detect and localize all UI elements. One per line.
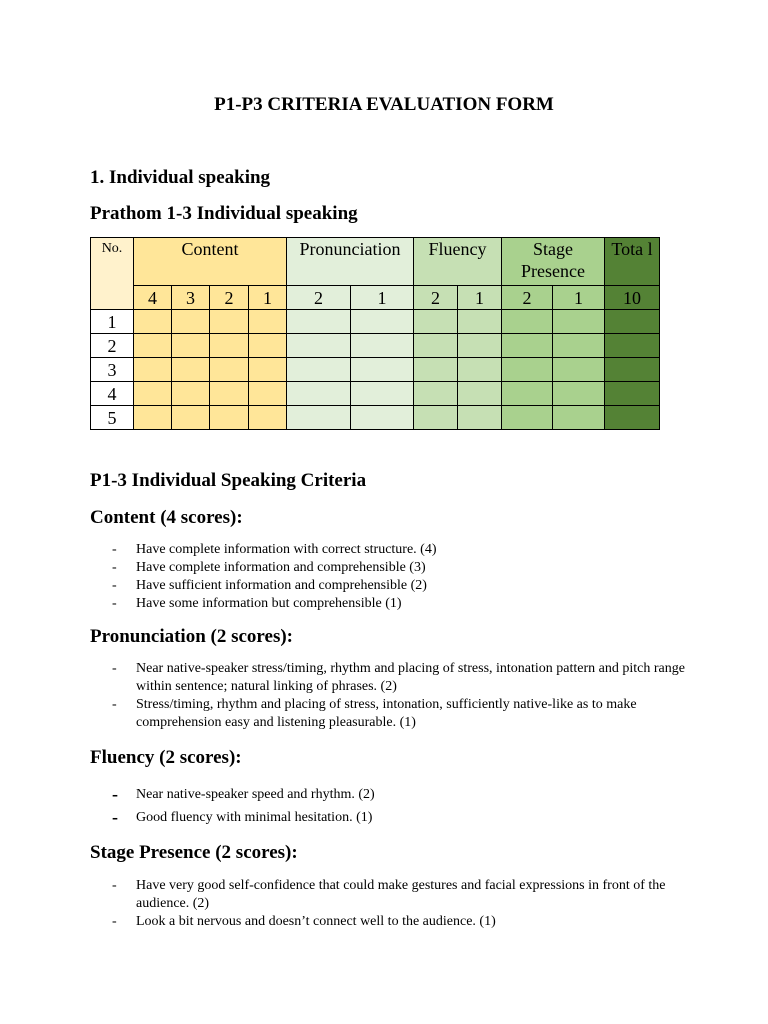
score-cell (210, 406, 249, 430)
score-cell (249, 334, 287, 358)
score-cell (414, 406, 458, 430)
criteria-item (90, 806, 690, 829)
criteria-text: Near native-speaker speed and rhythm. (2) (136, 787, 375, 802)
score-cell (553, 406, 605, 430)
score-cell (172, 334, 210, 358)
no-header: No. (91, 238, 134, 310)
score-cell (605, 382, 660, 406)
total-score: 10 (605, 286, 660, 310)
criteria-item (90, 877, 700, 913)
row-number: 4 (91, 382, 134, 406)
bullet-dash: - (112, 661, 117, 676)
score-cell (605, 334, 660, 358)
score-cell (210, 382, 249, 406)
content-score-3: 3 (172, 286, 210, 310)
fluency-heading: Fluency (2 scores): (90, 747, 242, 768)
bullet-dash: - (112, 542, 117, 557)
content-score-4: 4 (134, 286, 172, 310)
pronunciation-header: Pronunciation (287, 238, 414, 286)
stage-score-1: 1 (553, 286, 605, 310)
score-cell (605, 358, 660, 382)
score-cell (172, 310, 210, 334)
score-cell (605, 406, 660, 430)
score-cell (249, 406, 287, 430)
score-cell (134, 310, 172, 334)
pronunciation-score-1: 1 (351, 286, 414, 310)
score-cell (458, 406, 502, 430)
row-number: 1 (91, 310, 134, 334)
fluency-header: Fluency (414, 238, 502, 286)
row-number: 3 (91, 358, 134, 382)
criteria-item (90, 559, 690, 577)
score-cell (210, 310, 249, 334)
score-cell (172, 358, 210, 382)
score-cell (502, 406, 553, 430)
score-cell (414, 310, 458, 334)
score-table (90, 237, 660, 430)
fluency-score-2: 2 (414, 286, 458, 310)
score-cell (414, 382, 458, 406)
score-cell (458, 358, 502, 382)
score-cell (351, 334, 414, 358)
score-cell (287, 310, 351, 334)
score-cell (502, 382, 553, 406)
score-cell (351, 310, 414, 334)
score-cell (172, 382, 210, 406)
score-cell (458, 310, 502, 334)
criteria-text: Have complete information and comprehensible (3) (136, 560, 426, 575)
criteria-item (90, 577, 690, 595)
table-title: Prathom 1-3 Individual speaking (90, 203, 358, 224)
score-cell (502, 334, 553, 358)
score-cell (553, 334, 605, 358)
score-cell (210, 334, 249, 358)
stage-score-2: 2 (502, 286, 553, 310)
score-cell (553, 358, 605, 382)
criteria-item (90, 595, 690, 613)
pronunciation-heading: Pronunciation (2 scores): (90, 626, 294, 647)
table-row (91, 310, 660, 334)
score-cell (172, 406, 210, 430)
score-cell (458, 382, 502, 406)
score-cell (502, 310, 553, 334)
score-cell (414, 358, 458, 382)
score-cell (414, 334, 458, 358)
table-row (91, 334, 660, 358)
score-cell (351, 382, 414, 406)
score-cell (351, 406, 414, 430)
score-cell (249, 358, 287, 382)
stage-presence-criteria-list (90, 877, 700, 931)
score-cell (287, 358, 351, 382)
criteria-text: Good fluency with minimal hesitation. (1) (136, 810, 373, 825)
row-number: 2 (91, 334, 134, 358)
score-cell (553, 382, 605, 406)
criteria-text: Stress/timing, rhythm and placing of stress, intonation, sufficiently native-like as to make comprehension easy and listening pleasurable. (1) (136, 697, 637, 730)
table-row (91, 358, 660, 382)
content-criteria-list (90, 541, 690, 613)
criteria-item (90, 541, 690, 559)
row-number: 5 (91, 406, 134, 430)
bullet-dash: - (112, 697, 117, 712)
bullet-dash: - (112, 807, 118, 827)
stage-presence-header: Stage Presence (502, 238, 605, 286)
fluency-score-1: 1 (458, 286, 502, 310)
stage-presence-heading: Stage Presence (2 scores): (90, 842, 298, 863)
criteria-item (90, 660, 700, 696)
score-cell (287, 334, 351, 358)
criteria-text: Have very good self-confidence that could make gestures and facial expressions in front of the audience. (2) (136, 878, 666, 911)
score-cell (134, 358, 172, 382)
score-cell (458, 334, 502, 358)
criteria-text: Look a bit nervous and doesn’t connect well to the audience. (1) (136, 914, 496, 929)
content-heading: Content (4 scores): (90, 507, 243, 528)
fluency-criteria-list (90, 783, 690, 829)
content-header: Content (134, 238, 287, 286)
score-cell (134, 382, 172, 406)
score-cell (249, 310, 287, 334)
bullet-dash: - (112, 596, 117, 611)
bullet-dash: - (112, 914, 117, 929)
score-cell (249, 382, 287, 406)
pronunciation-score-2: 2 (287, 286, 351, 310)
score-cell (553, 310, 605, 334)
score-cell (502, 358, 553, 382)
section-heading: 1. Individual speaking (90, 167, 271, 188)
score-cell (351, 358, 414, 382)
criteria-item (90, 913, 700, 931)
criteria-item (90, 696, 700, 732)
criteria-text: Near native-speaker stress/timing, rhythm and placing of stress, intonation pattern and pitch range within sentence; natural linking of phrases. (2) (136, 661, 685, 694)
criteria-text: Have some information but comprehensible (1) (136, 596, 402, 611)
page-title: P1-P3 CRITERIA EVALUATION FORM (214, 94, 554, 115)
content-score-1: 1 (249, 286, 287, 310)
criteria-text: Have sufficient information and comprehensible (2) (136, 578, 427, 593)
bullet-dash: - (112, 784, 118, 804)
total-header: Tota l (605, 238, 660, 286)
criteria-item (90, 783, 690, 806)
score-cell (134, 406, 172, 430)
score-cell (287, 382, 351, 406)
bullet-dash: - (112, 878, 117, 893)
content-score-2: 2 (210, 286, 249, 310)
score-cell (287, 406, 351, 430)
table-row (91, 382, 660, 406)
pronunciation-criteria-list (90, 660, 700, 732)
criteria-title: P1-3 Individual Speaking Criteria (90, 470, 367, 491)
bullet-dash: - (112, 560, 117, 575)
score-cell (134, 334, 172, 358)
bullet-dash: - (112, 578, 117, 593)
table-row (91, 406, 660, 430)
score-cell (210, 358, 249, 382)
score-cell (605, 310, 660, 334)
criteria-text: Have complete information with correct structure. (4) (136, 542, 437, 557)
